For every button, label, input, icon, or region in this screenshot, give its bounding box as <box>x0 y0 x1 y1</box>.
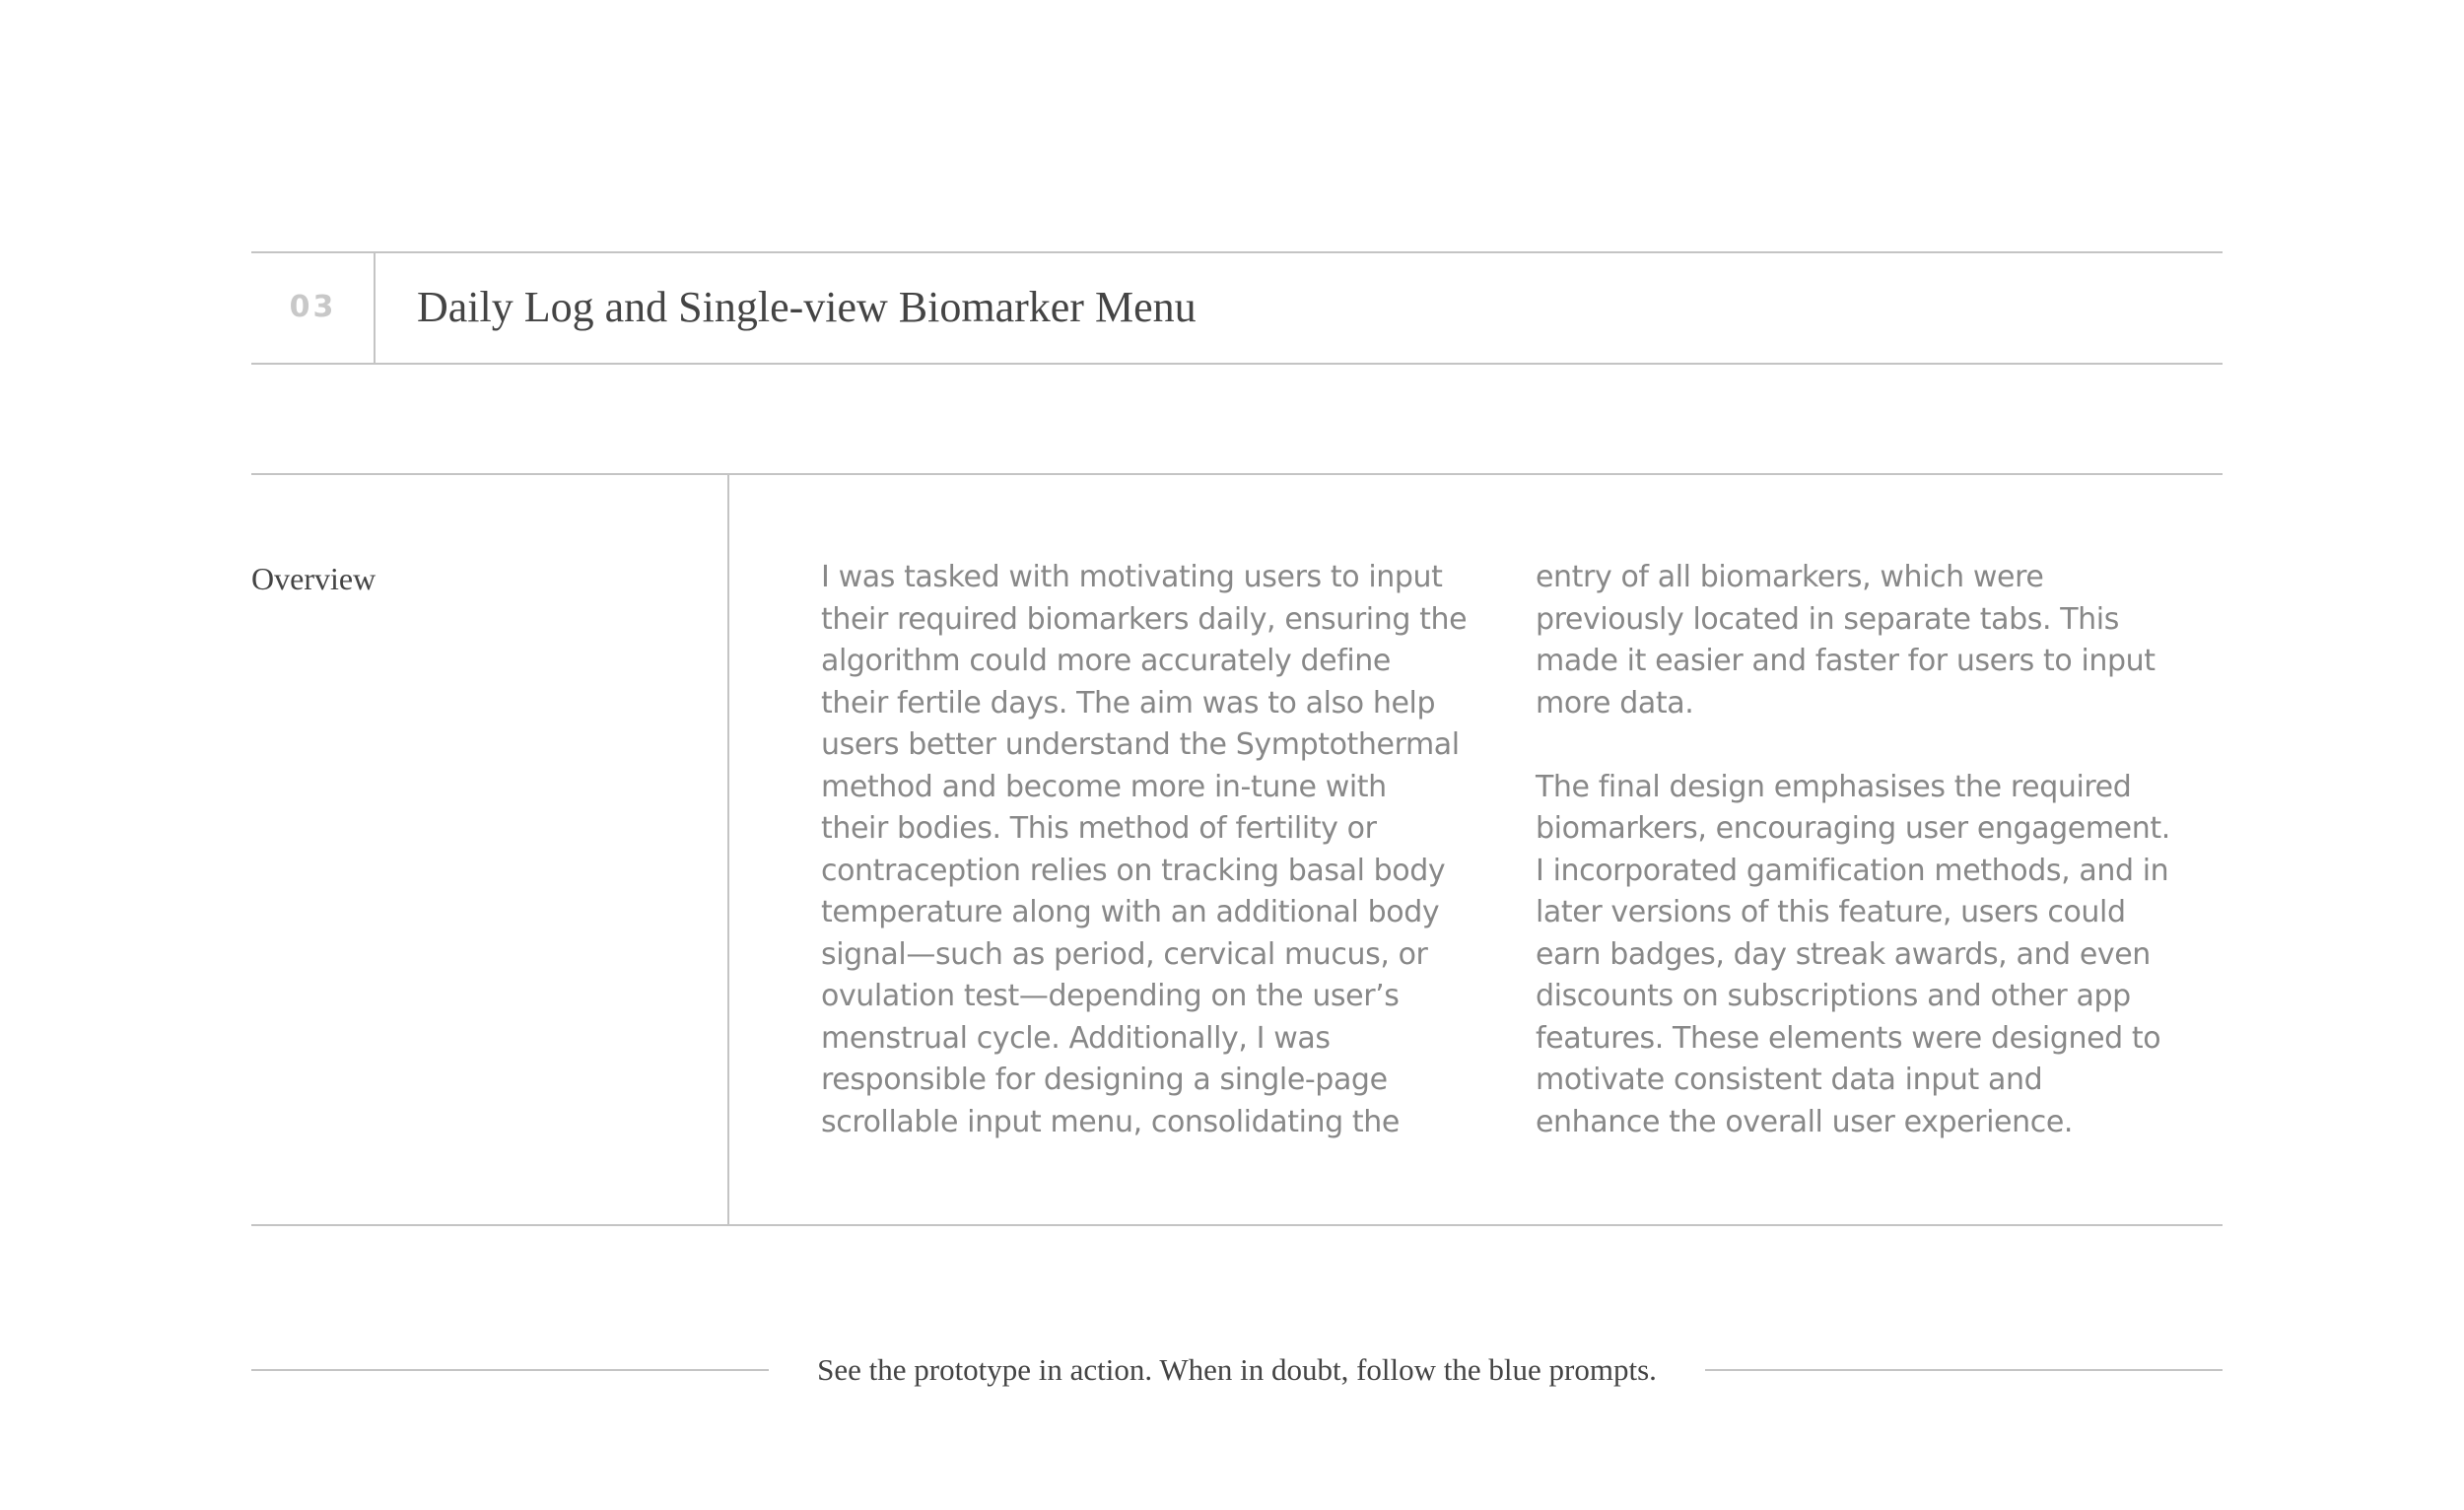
overview-line: menstrual cycle. Additionally, I was <box>821 1020 1331 1056</box>
overview-label: Overview <box>251 561 376 596</box>
overview-line: motivate consistent data input and <box>1536 1063 2043 1097</box>
overview-line: users better understand the Symptothermal <box>821 727 1460 762</box>
overview-line: more data. <box>1536 685 1694 721</box>
overview-line: biomarkers, encouraging user engagement. <box>1536 811 2170 846</box>
overview-line: discounts on subscriptions and other app <box>1536 979 2131 1013</box>
overview-divider <box>727 473 729 1225</box>
overview-line: temperature along with an additional body <box>821 895 1440 929</box>
paragraph-gap <box>1536 724 2170 767</box>
overview-line: previously located in separate tabs. This <box>1536 601 2119 637</box>
prototype-prompt: See the prototype in action. When in doubt, follow the blue prompts. <box>817 1352 1657 1387</box>
overview-line: responsible for designing a single-page <box>821 1063 1388 1097</box>
overview-text-right <box>1536 557 2170 1143</box>
overview-line: method and become more in-tune with <box>821 769 1387 804</box>
overview-line: their bodies. This method of fertility or <box>821 811 1377 846</box>
overview-line: I was tasked with motivating users to input <box>821 560 1443 594</box>
overview-line: scrollable input menu, consolidating the <box>821 1104 1400 1139</box>
overview-line: entry of all biomarkers, which were <box>1536 560 2044 594</box>
overview-line: their required biomarkers daily, ensuring the <box>821 601 1468 637</box>
section-title: Daily Log and Single-view Biomarker Menu <box>417 283 1197 331</box>
overview-line: earn badges, day streak awards, and even <box>1536 936 2151 972</box>
overview-line: features. These elements were designed to <box>1536 1020 2161 1056</box>
overview-line: I incorporated gamification methods, and in <box>1536 853 2169 888</box>
overview-line: contraception relies on tracking basal body <box>821 853 1446 888</box>
overview-line: ovulation test—depending on the user’s <box>821 979 1400 1013</box>
header-bottom-rule <box>251 363 2223 365</box>
overview-line: The final design emphasises the required <box>1536 769 2132 804</box>
overview-top-rule <box>251 473 2223 475</box>
overview-line: made it easier and faster for users to input <box>1536 644 2156 678</box>
overview-line: later versions of this feature, users could <box>1536 895 2126 929</box>
overview-line: signal—such as period, cervical mucus, or <box>821 936 1428 972</box>
overview-text-left <box>821 557 1467 1143</box>
overview-line: their fertile days. The aim was to also help <box>821 685 1436 721</box>
overview-bottom-rule <box>251 1224 2223 1226</box>
overview-line: algorithm could more accurately define <box>821 644 1391 678</box>
section-number: 03 <box>289 290 337 324</box>
overview-line: enhance the overall user experience. <box>1536 1104 2074 1139</box>
